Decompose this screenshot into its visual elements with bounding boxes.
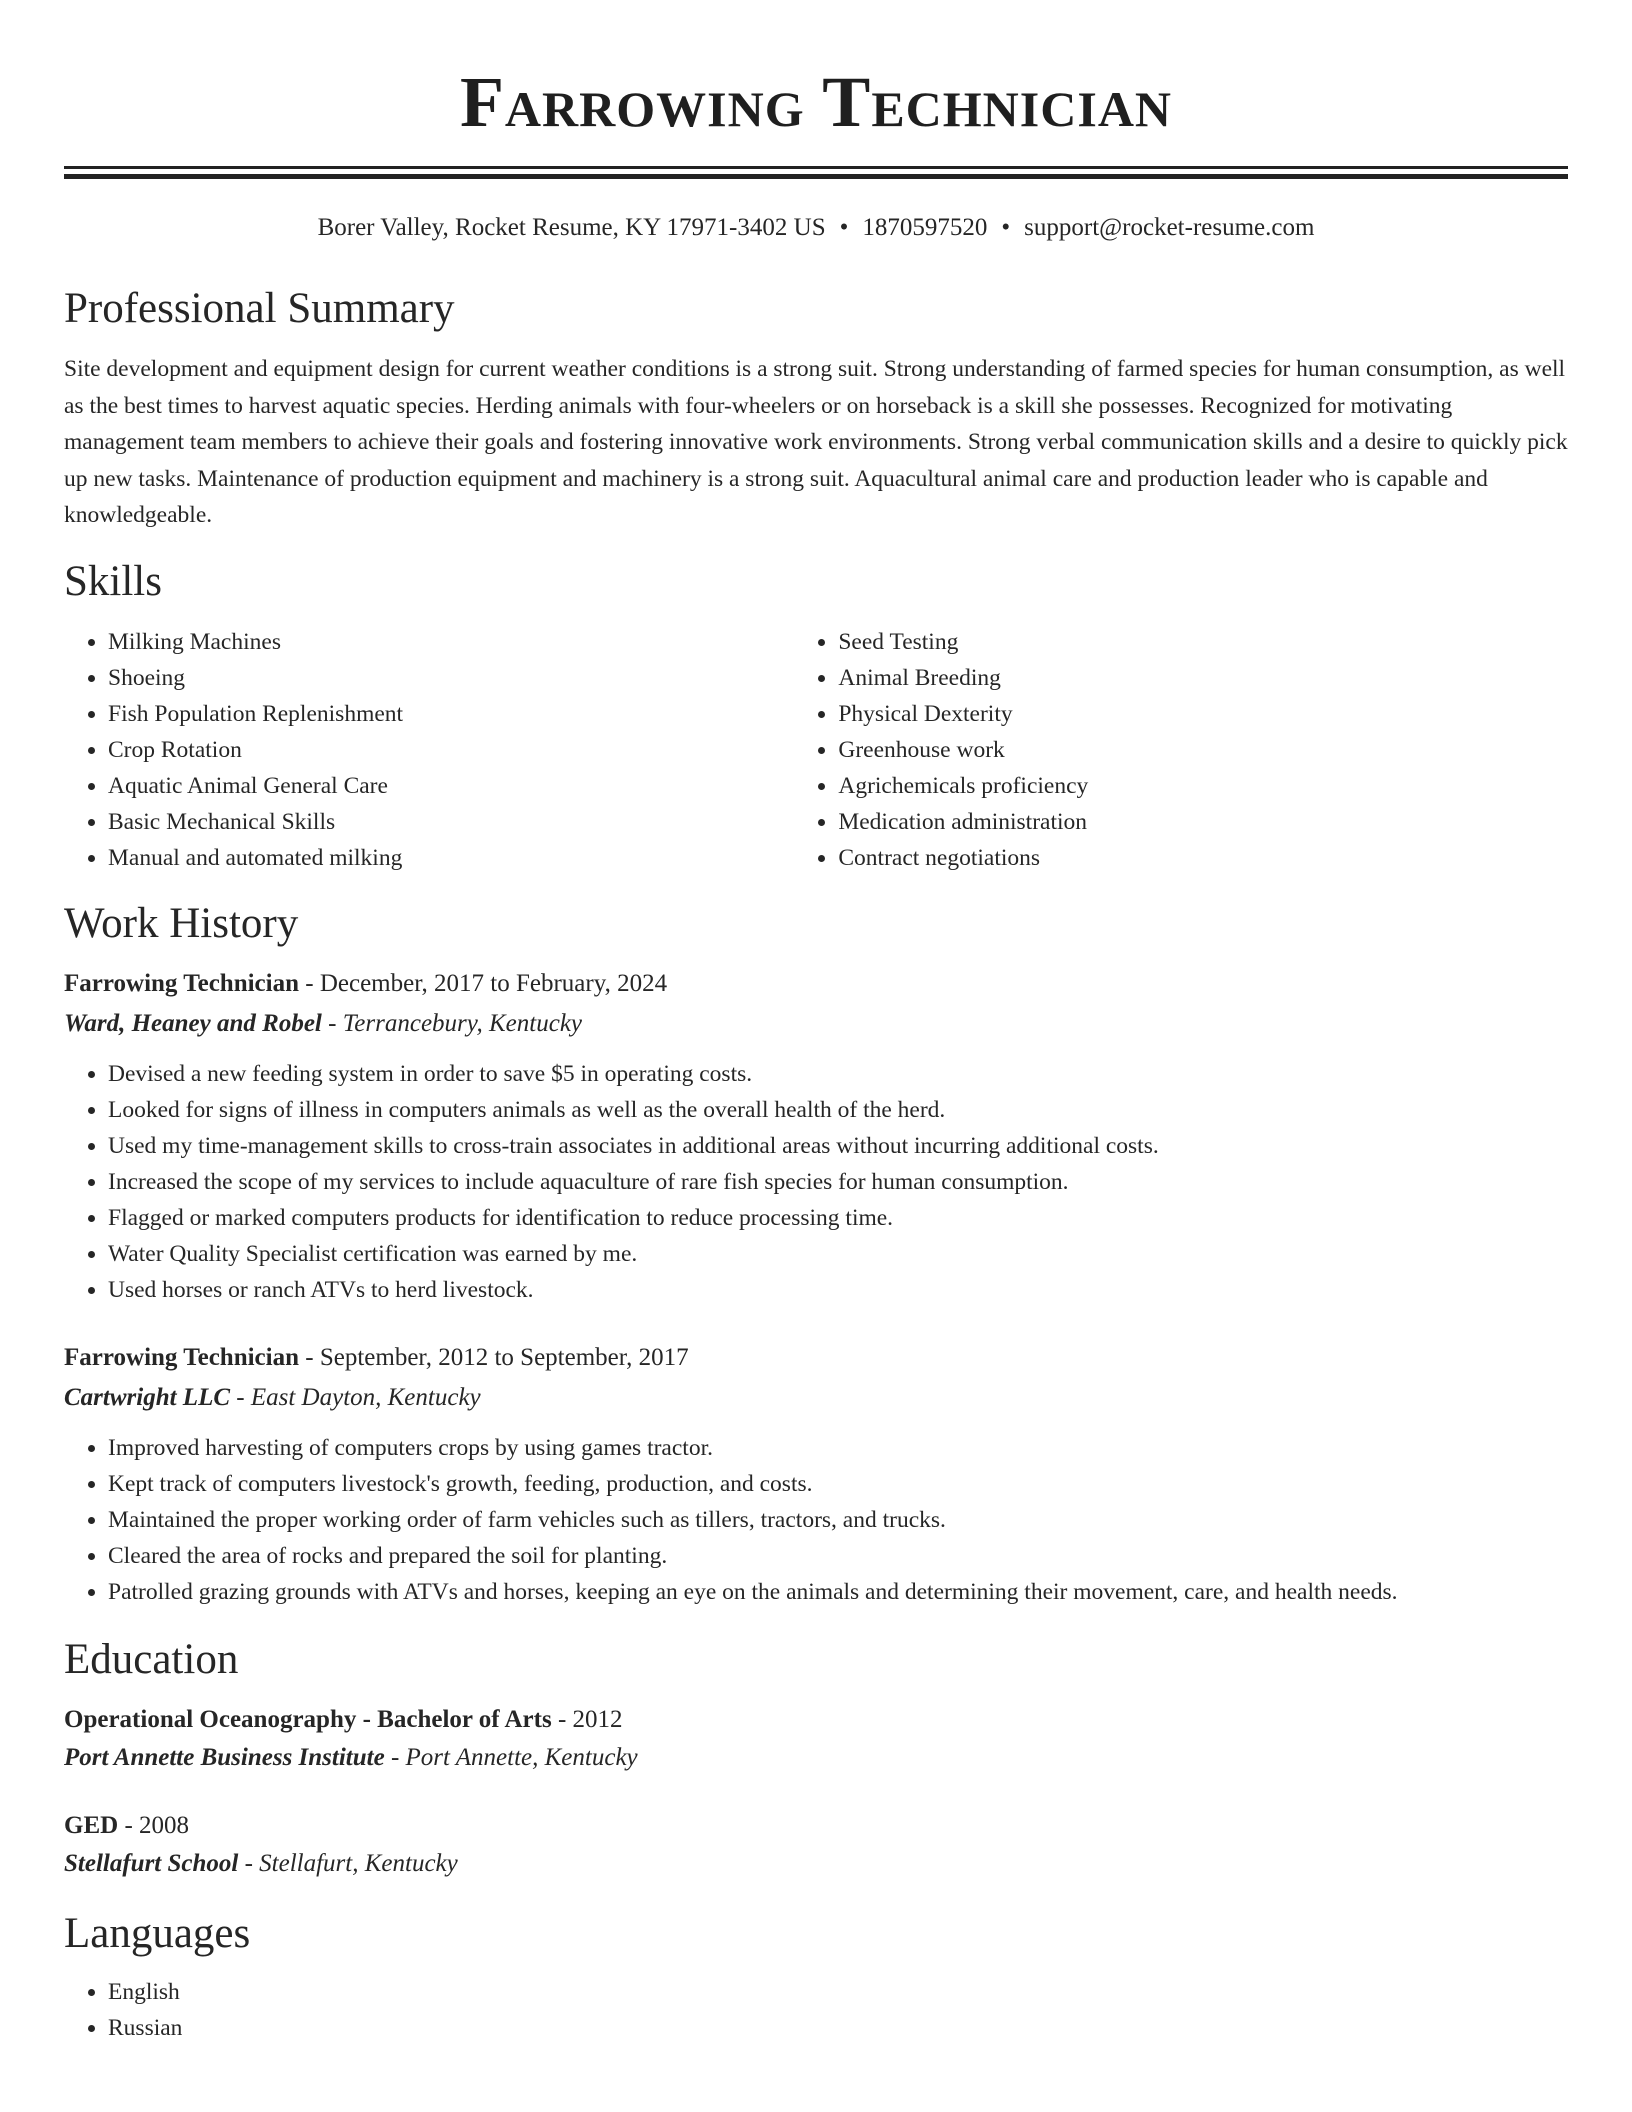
- skills-heading: Skills: [64, 557, 162, 605]
- contact-email: support@rocket-resume.com: [1024, 214, 1315, 241]
- job-company-line: Cartwright LLC - East Dayton, Kentucky: [64, 1383, 481, 1411]
- job-entry: [64, 964, 1568, 1308]
- job-dates: September, 2012 to September, 2017: [319, 1343, 689, 1371]
- skill-item: • Fish Population Replenishment: [108, 696, 794, 732]
- languages-list: [64, 1974, 1568, 2046]
- education-degree: Operational Oceanography - Bachelor of Arts: [64, 1705, 552, 1733]
- skill-item: • Physical Dexterity: [838, 696, 1568, 732]
- language-item: • Russian: [108, 2010, 1568, 2046]
- contact-separator: •: [839, 214, 849, 241]
- skill-item: • Aquatic Animal General Care: [108, 768, 794, 804]
- job-company: Cartwright LLC: [64, 1383, 231, 1411]
- job-bullet: • Maintained the proper working order of farm vehicles such as tillers, tractors, and trucks.: [108, 1502, 1568, 1538]
- job-location: East Dayton, Kentucky: [250, 1383, 481, 1411]
- education-heading: Education: [64, 1635, 239, 1683]
- job-bullet: • Improved harvesting of computers crops by using games tractor.: [108, 1430, 1568, 1466]
- job-company: Ward, Heaney and Robel: [64, 1009, 322, 1037]
- job-bullet: • Water Quality Specialist certification was earned by me.: [108, 1236, 1568, 1272]
- summary-text: Site development and equipment design for current weather conditions is a strong suit. Strong understanding of farmed species for human consumption, as well as the best times to harvest aquatic species. Herding animals with four-wheelers or on horseback is a skill she possesses. Recognized for motivating management team members to achieve their goals and fostering innovative work environments. Strong verbal communication skills and a desire to quickly pick up new tasks. Maintenance of production equipment and machinery is a strong suit. Aquacultural animal care and production leader who is capable and knowledgeable.: [64, 356, 1568, 528]
- skill-item: • Shoeing: [108, 660, 794, 696]
- education-degree: GED: [64, 1811, 119, 1839]
- skill-item: • Milking Machines: [108, 624, 794, 660]
- job-title-line: Farrowing Technician - September, 2012 to September, 2017: [64, 1343, 689, 1371]
- skill-item: • Agrichemicals proficiency: [838, 768, 1568, 804]
- job-bullet: • Devised a new feeding system in order to save $5 in operating costs.: [108, 1056, 1568, 1092]
- education-year: 2008: [139, 1811, 190, 1839]
- resume-name-heading: Farrowing Technician: [459, 62, 1173, 142]
- skill-item: • Seed Testing: [838, 624, 1568, 660]
- education-degree-line: GED - 2008: [64, 1811, 190, 1839]
- education-school: Stellafurt School: [64, 1849, 239, 1877]
- contact-phone: 1870597520: [862, 214, 988, 241]
- education-entry: [64, 1808, 1568, 1884]
- job-bullets: [64, 1056, 1568, 1308]
- job-title: Farrowing Technician: [64, 1343, 299, 1371]
- contact-line: [64, 213, 1568, 243]
- job-bullet: • Used my time-management skills to cross-train associates in additional areas without incurring additional costs.: [108, 1128, 1568, 1164]
- job-bullet: • Flagged or marked computers products for identification to reduce processing time.: [108, 1200, 1568, 1236]
- education-school-line: Stellafurt School - Stellafurt, Kentucky: [64, 1849, 458, 1877]
- job-bullet: • Patrolled grazing grounds with ATVs and horses, keeping an eye on the animals and determining their movement, care, and health needs.: [108, 1574, 1568, 1610]
- work-history-heading: Work History: [64, 899, 299, 947]
- job-bullet: • Looked for signs of illness in computers animals as well as the overall health of the herd.: [108, 1092, 1568, 1128]
- education-location: Stellafurt, Kentucky: [259, 1849, 458, 1877]
- languages-heading: Languages: [64, 1909, 251, 1957]
- skill-item: • Crop Rotation: [108, 732, 794, 768]
- education-entry: [64, 1700, 1568, 1776]
- job-bullet: • Increased the scope of my services to include aquaculture of rare fish species for human consumption.: [108, 1164, 1568, 1200]
- header-divider-top: [64, 166, 1568, 169]
- education-location: Port Annette, Kentucky: [405, 1743, 638, 1771]
- education-school-line: Port Annette Business Institute - Port Annette, Kentucky: [64, 1743, 638, 1771]
- skill-item: • Animal Breeding: [838, 660, 1568, 696]
- education-year: 2012: [572, 1705, 623, 1733]
- job-bullet: • Used horses or ranch ATVs to herd livestock.: [108, 1272, 1568, 1308]
- job-company-line: Ward, Heaney and Robel - Terrancebury, Kentucky: [64, 1009, 583, 1037]
- skills-list-left: [64, 624, 794, 876]
- job-title-line: Farrowing Technician - December, 2017 to February, 2024: [64, 969, 668, 997]
- job-bullets: [64, 1430, 1568, 1610]
- skill-item: • Manual and automated milking: [108, 840, 794, 876]
- skill-item: • Greenhouse work: [838, 732, 1568, 768]
- header-divider-bottom: [64, 174, 1568, 179]
- job-location: Terrancebury, Kentucky: [342, 1009, 583, 1037]
- summary-heading: Professional Summary: [64, 285, 455, 332]
- job-title: Farrowing Technician: [64, 969, 299, 997]
- job-dates: December, 2017 to February, 2024: [319, 969, 668, 997]
- skills-columns: [64, 624, 1568, 876]
- job-bullet: • Kept track of computers livestock's growth, feeding, production, and costs.: [108, 1466, 1568, 1502]
- education-school: Port Annette Business Institute: [64, 1743, 385, 1771]
- skill-item: • Basic Mechanical Skills: [108, 804, 794, 840]
- skill-item: • Medication administration: [838, 804, 1568, 840]
- contact-address: Borer Valley, Rocket Resume, KY 17971-3402 US: [317, 214, 826, 241]
- skill-item: • Contract negotiations: [838, 840, 1568, 876]
- education-degree-line: Operational Oceanography - Bachelor of Arts - 2012: [64, 1705, 623, 1733]
- job-bullet: • Cleared the area of rocks and prepared the soil for planting.: [108, 1538, 1568, 1574]
- skills-list-right: [794, 624, 1568, 876]
- contact-separator: •: [1001, 214, 1011, 241]
- job-entry: [64, 1338, 1568, 1610]
- language-item: • English: [108, 1974, 1568, 2010]
